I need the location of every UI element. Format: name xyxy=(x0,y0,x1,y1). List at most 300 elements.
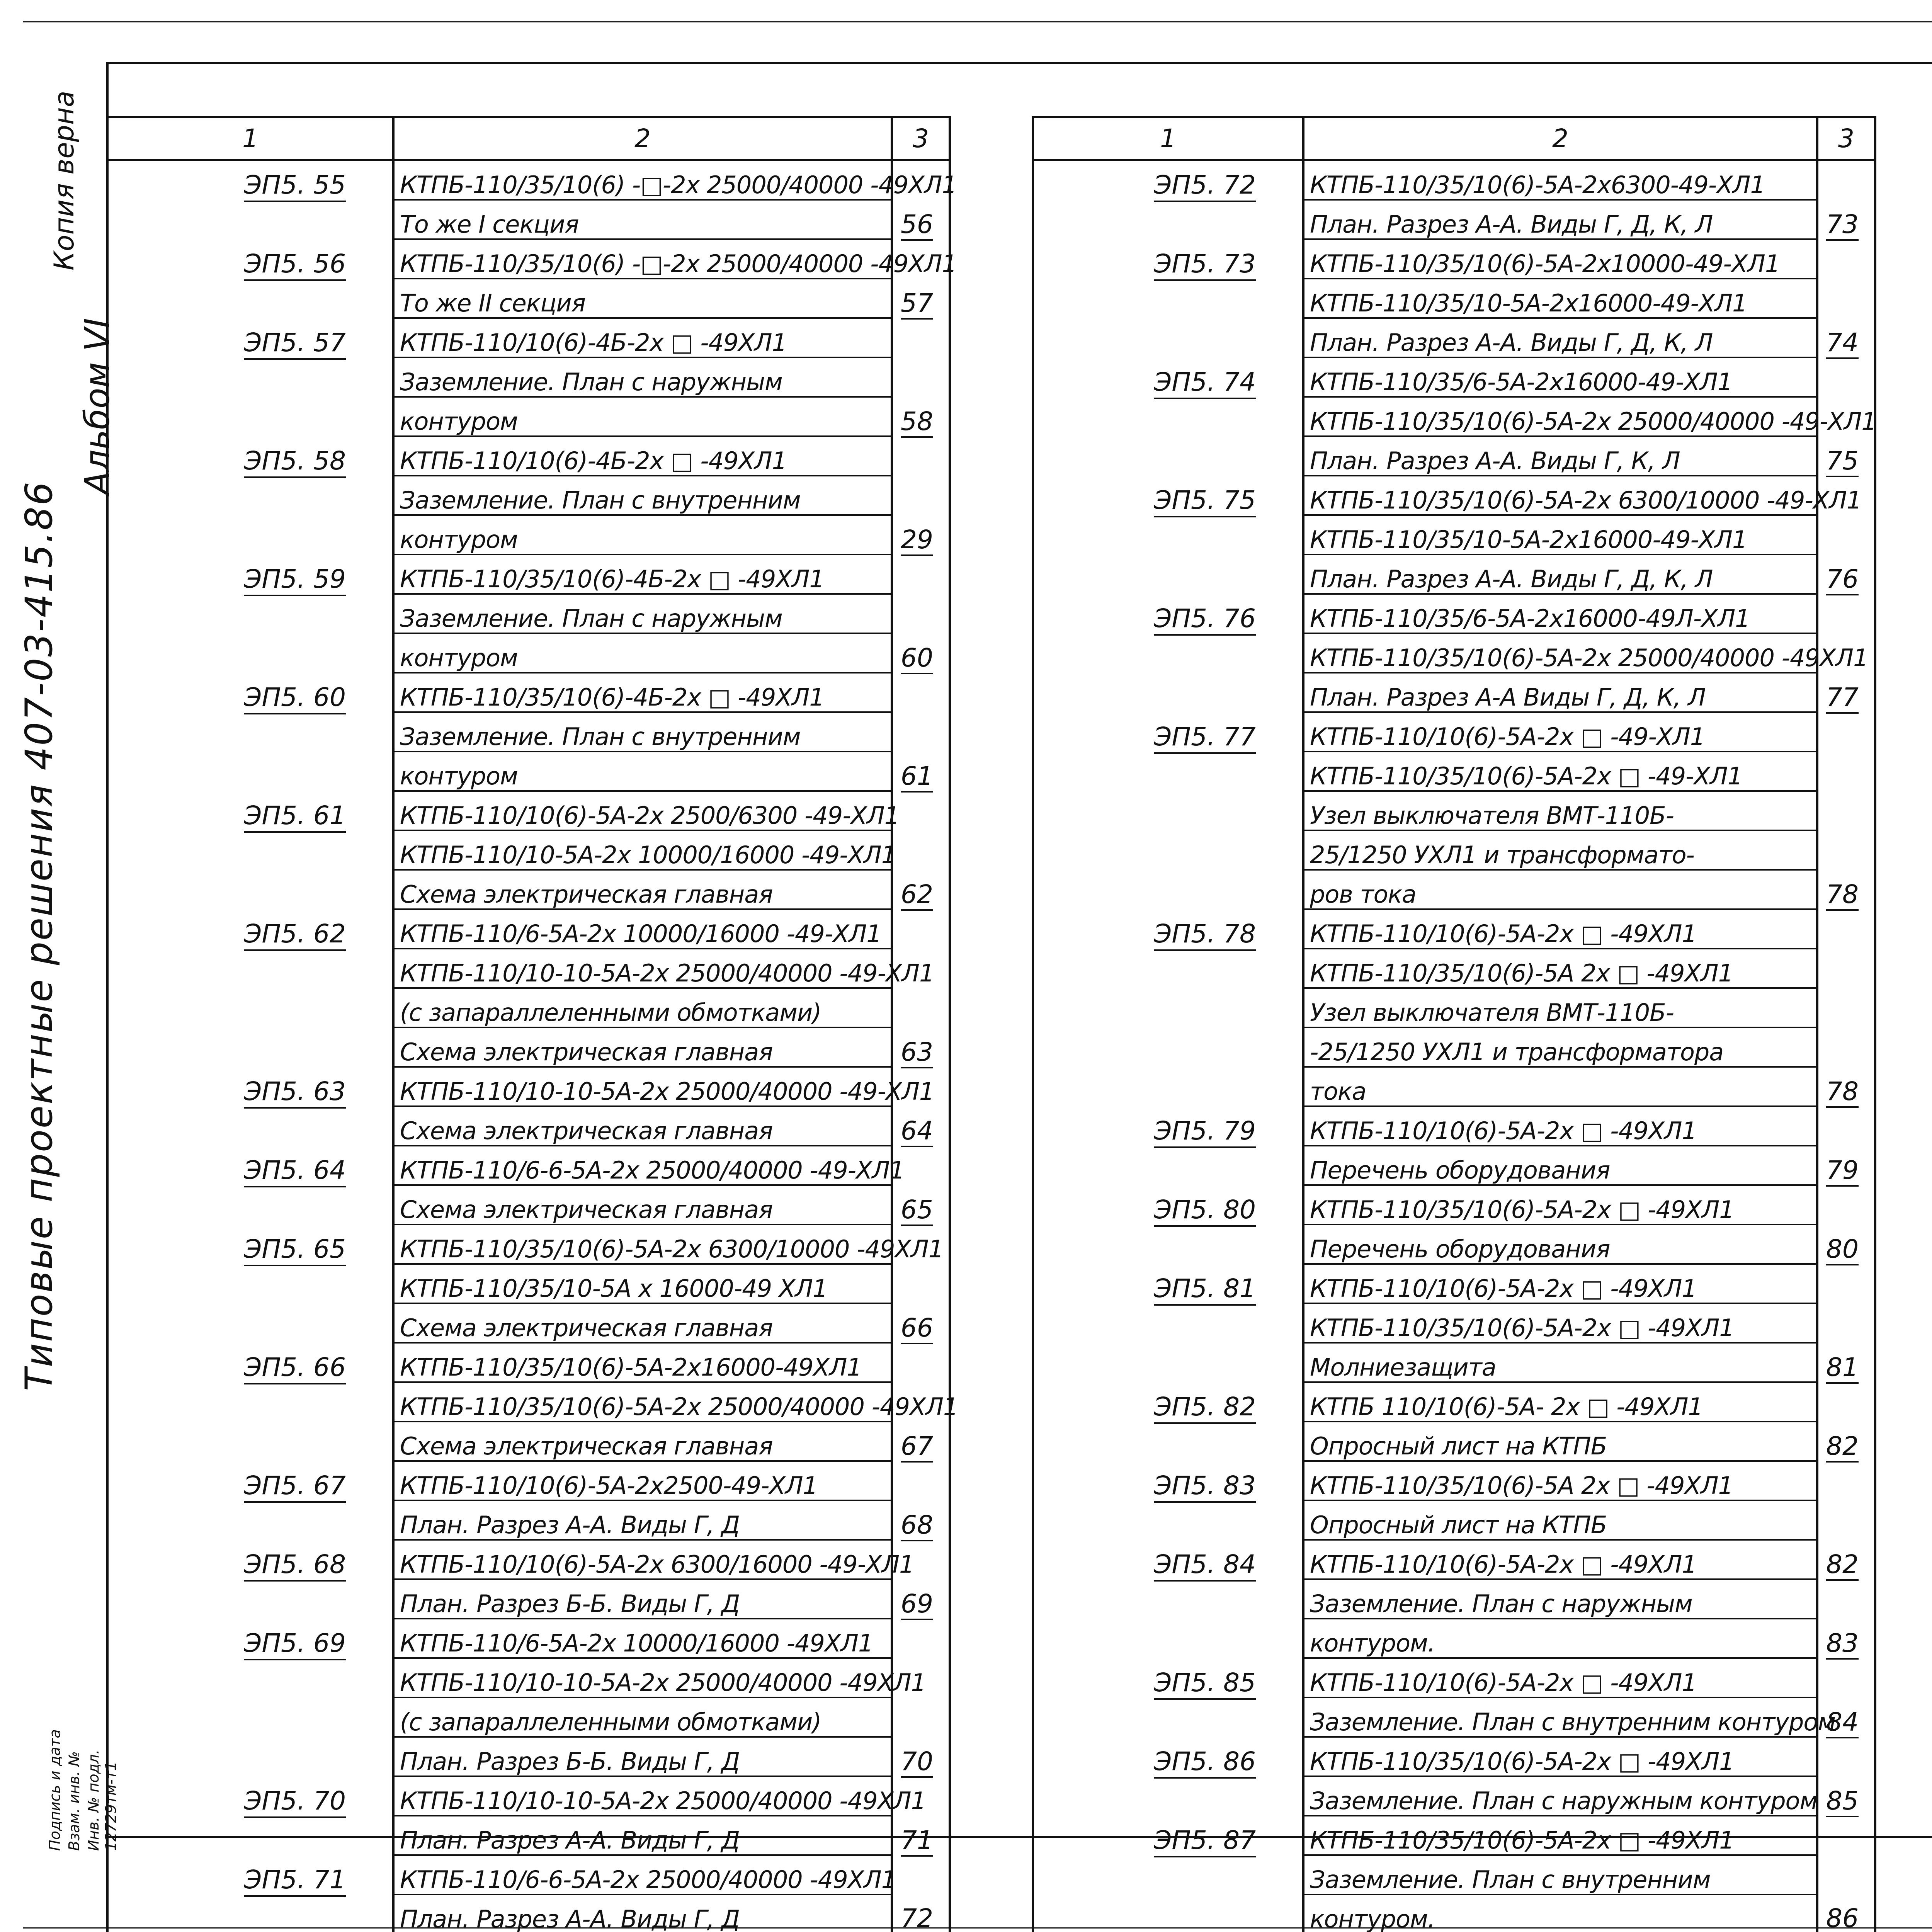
row-page-cell xyxy=(1817,1264,1875,1303)
row-code-cell xyxy=(107,279,393,318)
row-code-cell xyxy=(107,1895,393,1932)
row-code-cell xyxy=(107,830,393,870)
row-code-cell xyxy=(1033,1461,1303,1500)
header-col-2: 2 xyxy=(1303,117,1817,160)
row-description: Схема электрическая главная xyxy=(400,1432,773,1460)
row-page: 63 xyxy=(901,1037,933,1068)
table-row xyxy=(1033,1540,1875,1579)
row-code: ЭП5. 65 xyxy=(244,1234,346,1266)
table-row xyxy=(1033,673,1875,712)
row-page: 75 xyxy=(1826,446,1859,477)
row-page-cell xyxy=(1817,318,1875,357)
table-row xyxy=(1033,1816,1875,1855)
row-code-cell xyxy=(1033,239,1303,279)
row-code-cell xyxy=(1033,1146,1303,1185)
table-row xyxy=(107,752,950,791)
row-code-cell xyxy=(107,1855,393,1895)
row-page-cell xyxy=(1817,1619,1875,1658)
row-description: тока xyxy=(1310,1077,1366,1105)
row-description: ров тока xyxy=(1310,880,1417,908)
row-description-cell xyxy=(1303,830,1817,870)
row-description-cell xyxy=(393,673,892,712)
row-page-cell xyxy=(1817,239,1875,279)
row-description-cell xyxy=(1303,1697,1836,1737)
row-description-cell xyxy=(1303,1855,1817,1895)
series-title: Типовые проектные решения 407-03-415.86 xyxy=(17,481,61,1391)
row-code-cell xyxy=(107,554,393,594)
table-row xyxy=(1033,239,1875,279)
row-description-cell xyxy=(393,1106,892,1146)
row-code-cell xyxy=(107,1737,393,1776)
table-row xyxy=(1033,1697,1875,1737)
row-description: контуром xyxy=(400,407,518,435)
row-description: Заземление. План с наружным контуром xyxy=(1310,1787,1818,1815)
row-description-cell xyxy=(1303,1382,1817,1422)
row-description: Перечень оборудования xyxy=(1310,1235,1610,1263)
row-page: 64 xyxy=(901,1116,933,1147)
row-code-cell xyxy=(1033,554,1303,594)
table-row xyxy=(1033,554,1875,594)
row-page: 58 xyxy=(901,406,933,438)
row-description-cell xyxy=(393,1264,892,1303)
table-row xyxy=(1033,870,1875,909)
row-page: 66 xyxy=(901,1313,933,1344)
row-code-cell xyxy=(107,436,393,476)
row-code-cell xyxy=(1033,1185,1303,1225)
row-code-cell xyxy=(1033,1422,1303,1461)
row-description: Заземление. План с внутренним контуром xyxy=(1310,1708,1836,1736)
table-row xyxy=(1033,949,1875,988)
row-code: ЭП5. 56 xyxy=(244,249,346,281)
row-code: ЭП5. 61 xyxy=(244,801,346,833)
row-code: ЭП5. 57 xyxy=(244,328,346,360)
row-description: КТПБ-110/10(6)-5А-2х □ -49ХЛ1 xyxy=(1310,1668,1697,1697)
row-page: 85 xyxy=(1826,1786,1859,1817)
row-code-cell xyxy=(107,673,393,712)
table-row xyxy=(107,1461,950,1500)
row-description: Перечень оборудования xyxy=(1310,1156,1610,1184)
row-page: 78 xyxy=(1826,879,1859,911)
row-code-cell xyxy=(107,633,393,673)
row-page-cell xyxy=(892,279,950,318)
row-page-cell xyxy=(892,1461,950,1500)
row-description: КТПБ-110/35/10(6)-5А-2х10000-49-ХЛ1 xyxy=(1310,250,1780,278)
table-row xyxy=(107,1540,950,1579)
row-code-cell xyxy=(1033,476,1303,515)
table-row xyxy=(107,200,950,239)
table-row xyxy=(1033,791,1875,830)
row-code-cell xyxy=(107,909,393,949)
row-description: КТПБ-110/6-6-5А-2х 25000/40000 -49-ХЛ1 xyxy=(400,1156,905,1184)
row-code-cell xyxy=(107,791,393,830)
row-code-cell xyxy=(107,1579,393,1619)
row-page-cell xyxy=(1817,200,1875,239)
row-description: КТПБ-110/10(6)-5А-2х □ -49ХЛ1 xyxy=(1310,920,1697,948)
row-page-cell xyxy=(1817,279,1875,318)
row-description-cell xyxy=(1303,633,1868,673)
row-page: 61 xyxy=(901,761,933,793)
row-description: КТПБ-110/10-10-5А-2х 25000/40000 -49-ХЛ1 xyxy=(400,1077,934,1105)
row-code-cell xyxy=(107,1343,393,1382)
row-page-cell xyxy=(892,1816,950,1855)
row-description: КТПБ-110/35/10(6) -□-2х 25000/40000 -49ХЛ1 xyxy=(400,250,957,278)
table-row xyxy=(107,1027,950,1067)
row-description-cell xyxy=(1303,1225,1817,1264)
row-code: ЭП5. 71 xyxy=(244,1865,346,1897)
row-page-cell xyxy=(892,1185,950,1225)
row-page: 69 xyxy=(901,1589,933,1620)
table-row xyxy=(1033,1737,1875,1776)
row-description: 25/1250 УХЛ1 и трансформато- xyxy=(1310,841,1694,869)
row-code-cell xyxy=(1033,1895,1303,1932)
row-code-cell xyxy=(107,988,393,1027)
row-description-cell xyxy=(1303,1737,1817,1776)
row-description-cell xyxy=(1303,1264,1817,1303)
row-code-cell xyxy=(1033,1619,1303,1658)
row-description-cell xyxy=(1303,1895,1817,1932)
row-page: 79 xyxy=(1826,1155,1859,1187)
table-row xyxy=(107,594,950,633)
row-description-cell xyxy=(1303,594,1817,633)
row-code-cell xyxy=(1033,357,1303,397)
row-description: Схема электрическая главная xyxy=(400,880,773,908)
row-page-cell xyxy=(1817,554,1875,594)
row-code-cell xyxy=(107,1776,393,1816)
row-description-cell xyxy=(393,1225,944,1264)
row-code-cell xyxy=(1033,200,1303,239)
row-page: 56 xyxy=(901,209,933,241)
row-page-cell xyxy=(1817,909,1875,949)
row-code-cell xyxy=(107,1225,393,1264)
row-description-cell xyxy=(393,476,892,515)
row-description: План. Разрез А-А. Виды Г, Д xyxy=(400,1905,740,1932)
row-code: ЭП5. 76 xyxy=(1154,604,1256,636)
table-row xyxy=(107,673,950,712)
row-code-cell xyxy=(107,1816,393,1855)
row-description: Заземление. План с внутренним xyxy=(400,723,801,751)
table-row xyxy=(1033,1619,1875,1658)
row-description-cell xyxy=(1303,279,1817,318)
row-page-cell xyxy=(892,436,950,476)
row-page: 77 xyxy=(1826,682,1859,714)
row-description-cell xyxy=(393,357,892,397)
row-description: КТПБ-110/10(6)-5А-2х □ -49-ХЛ1 xyxy=(1310,723,1705,751)
table-row xyxy=(1033,1027,1875,1067)
row-page: 76 xyxy=(1826,564,1859,595)
table-row xyxy=(107,1500,950,1540)
side-note-number: 12729тм-т1 xyxy=(102,1761,119,1851)
table-row xyxy=(1033,1303,1875,1343)
table-row xyxy=(1033,594,1875,633)
row-code: ЭП5. 79 xyxy=(1154,1116,1256,1148)
header-col-3: 3 xyxy=(892,117,950,160)
row-page-cell xyxy=(892,476,950,515)
row-description-cell xyxy=(1303,515,1817,554)
row-code-cell xyxy=(1033,830,1303,870)
row-page-cell xyxy=(1817,160,1875,200)
table-row xyxy=(107,1382,950,1422)
row-description-cell xyxy=(393,515,892,554)
row-code-cell xyxy=(1033,712,1303,752)
row-code-cell xyxy=(1033,1776,1303,1816)
row-description: План. Разрез Б-Б. Виды Г, Д xyxy=(400,1747,740,1776)
row-page: 74 xyxy=(1826,328,1859,359)
table-row xyxy=(107,554,950,594)
row-page: 86 xyxy=(1826,1903,1859,1932)
row-description: Схема электрическая главная xyxy=(400,1314,773,1342)
row-code-cell xyxy=(107,949,393,988)
table-row xyxy=(107,1225,950,1264)
row-page-cell xyxy=(1817,1658,1875,1697)
row-page-cell xyxy=(1817,1540,1875,1579)
table-row xyxy=(107,436,950,476)
row-page-cell xyxy=(1817,988,1875,1027)
row-description-cell xyxy=(1303,436,1817,476)
row-code-cell xyxy=(1033,160,1303,200)
table-row xyxy=(107,1737,950,1776)
table-row xyxy=(1033,712,1875,752)
row-page-cell xyxy=(1817,1737,1875,1776)
row-page-cell xyxy=(892,1579,950,1619)
row-code-cell xyxy=(1033,1303,1303,1343)
row-page: 78 xyxy=(1826,1077,1859,1108)
row-code: ЭП5. 82 xyxy=(1154,1392,1256,1424)
row-code-cell xyxy=(1033,1264,1303,1303)
table-row xyxy=(1033,357,1875,397)
row-code-cell xyxy=(107,1500,393,1540)
table-row xyxy=(1033,988,1875,1027)
table-row xyxy=(107,712,950,752)
row-description-cell xyxy=(1303,988,1817,1027)
row-description: КТПБ-110/35/10(6)-5А-2х6300-49-ХЛ1 xyxy=(1310,171,1765,199)
row-description: План. Разрез Б-Б. Виды Г, Д xyxy=(400,1590,740,1618)
row-code: ЭП5. 64 xyxy=(244,1155,346,1187)
row-description: Заземление. План с внутренним xyxy=(1310,1866,1711,1894)
row-description-cell xyxy=(393,1855,896,1895)
row-description: КТПБ-110/35/10(6) -□-2х 25000/40000 -49ХЛ1 xyxy=(400,171,957,199)
table-row xyxy=(1033,436,1875,476)
table-row xyxy=(107,870,950,909)
row-description: КТПБ-110/6-5А-2х 10000/16000 -49ХЛ1 xyxy=(400,1629,873,1657)
row-description-cell xyxy=(1303,1540,1817,1579)
row-description-cell xyxy=(1303,1422,1817,1461)
row-page-cell xyxy=(892,830,950,870)
table-row xyxy=(1033,1382,1875,1422)
row-page-cell xyxy=(892,712,950,752)
row-description: План. Разрез А-А. Виды Г, Д, К, Л xyxy=(1310,210,1713,238)
row-page-cell xyxy=(1817,870,1875,909)
table-row xyxy=(107,791,950,830)
row-description: КТПБ-110/35/6-5А-2х16000-49Л-ХЛ1 xyxy=(1310,604,1750,633)
row-page-cell xyxy=(892,397,950,436)
table-row xyxy=(1033,1185,1875,1225)
row-description-cell xyxy=(1303,752,1817,791)
row-description: КТПБ-110/10-10-5А-2х 25000/40000 -49ХЛ1 xyxy=(400,1787,926,1815)
row-description: КТПБ-110/10(6)-5А-2х2500-49-ХЛ1 xyxy=(400,1471,818,1500)
row-description: КТПБ-110/35/10(6)-5А 2х □ -49ХЛ1 xyxy=(1310,1471,1733,1500)
row-description: КТПБ-110/35/10(6)-5А-2х □ -49ХЛ1 xyxy=(1310,1747,1734,1776)
row-page: 60 xyxy=(901,643,933,674)
row-code-cell xyxy=(1033,791,1303,830)
row-description: План. Разрез А-А. Виды Г, Д, К, Л xyxy=(1310,328,1713,357)
row-page-cell xyxy=(892,200,950,239)
row-code-cell xyxy=(1033,1737,1303,1776)
row-page-cell xyxy=(1817,1855,1875,1895)
row-code-cell xyxy=(107,1027,393,1067)
row-code: ЭП5. 60 xyxy=(244,682,346,714)
row-code: ЭП5. 58 xyxy=(244,446,346,478)
side-note-replace: Взам. инв. № xyxy=(66,1751,83,1851)
table-row xyxy=(107,279,950,318)
row-code-cell xyxy=(1033,436,1303,476)
row-description-cell xyxy=(1303,1027,1817,1067)
row-description: План. Разрез А-А Виды Г, Д, К, Л xyxy=(1310,683,1706,711)
table-row xyxy=(1033,318,1875,357)
row-description: контуром. xyxy=(1310,1629,1435,1657)
side-stamp xyxy=(12,1729,119,1855)
table-row xyxy=(107,1185,950,1225)
row-description-cell xyxy=(1303,1579,1817,1619)
table-row xyxy=(107,515,950,554)
row-description-cell xyxy=(393,1895,892,1932)
row-page-cell xyxy=(1817,673,1875,712)
row-code-cell xyxy=(1033,515,1303,554)
row-code-cell xyxy=(1033,1382,1303,1422)
row-description-cell xyxy=(393,1185,892,1225)
row-description-cell xyxy=(393,830,896,870)
row-code-cell xyxy=(107,239,393,279)
row-description-cell xyxy=(393,1303,892,1343)
row-code-cell xyxy=(107,752,393,791)
table-row xyxy=(107,476,950,515)
table-row xyxy=(107,830,950,870)
row-code-cell xyxy=(107,318,393,357)
row-description-cell xyxy=(393,752,892,791)
row-description-cell xyxy=(393,554,892,594)
row-code-cell xyxy=(107,1540,393,1579)
row-code: ЭП5. 77 xyxy=(1154,722,1256,754)
header-col-2: 2 xyxy=(393,117,892,160)
row-page-cell xyxy=(1817,1461,1875,1500)
row-page-cell xyxy=(892,1264,950,1303)
row-description: КТПБ-110/35/10(6)-5А 2х □ -49ХЛ1 xyxy=(1310,959,1733,987)
table-row xyxy=(1033,752,1875,791)
row-page-cell xyxy=(892,594,950,633)
row-code: ЭП5. 85 xyxy=(1154,1668,1256,1700)
row-description: КТПБ-110/35/10(6)-5А-2х 25000/40000 -49ХЛ1 xyxy=(1310,644,1868,672)
row-code: ЭП5. 75 xyxy=(1154,485,1256,517)
row-page-cell xyxy=(1817,1776,1875,1816)
row-code: ЭП5. 84 xyxy=(1154,1549,1256,1582)
row-page: 83 xyxy=(1826,1628,1859,1660)
row-description-cell xyxy=(1303,1461,1817,1500)
row-page: 65 xyxy=(901,1195,933,1226)
row-description: КТПБ-110/35/10-5А-2х16000-49-ХЛ1 xyxy=(1310,289,1747,317)
table-row xyxy=(1033,160,1875,200)
row-description-cell xyxy=(393,239,957,279)
row-page-cell xyxy=(892,554,950,594)
row-page-cell xyxy=(892,357,950,397)
row-code: ЭП5. 74 xyxy=(1154,367,1256,399)
row-code: ЭП5. 63 xyxy=(244,1077,346,1109)
table-row xyxy=(107,1422,950,1461)
row-description-cell xyxy=(1303,1619,1817,1658)
row-page-cell xyxy=(1817,1106,1875,1146)
row-code-cell xyxy=(107,712,393,752)
row-page-cell xyxy=(892,1027,950,1067)
row-description: контуром xyxy=(400,762,518,790)
row-page: 80 xyxy=(1826,1234,1859,1265)
row-description: План. Разрез А-А. Виды Г, Д xyxy=(400,1826,740,1854)
row-description-cell xyxy=(1303,791,1817,830)
row-description-cell xyxy=(393,1658,926,1697)
row-page: 71 xyxy=(901,1825,933,1857)
row-description-cell xyxy=(393,1737,892,1776)
row-description: План. Разрез А-А. Виды Г, Д xyxy=(400,1511,740,1539)
row-description-cell xyxy=(1303,200,1817,239)
table-row xyxy=(107,633,950,673)
table-row xyxy=(1033,200,1875,239)
row-description: КТПБ-110/35/10(6)-5А-2х 25000/40000 -49ХЛ1 xyxy=(400,1393,958,1421)
row-code-cell xyxy=(107,1264,393,1303)
row-description-cell xyxy=(393,1027,892,1067)
row-code-cell xyxy=(107,1106,393,1146)
row-code: ЭП5. 80 xyxy=(1154,1195,1256,1227)
row-page-cell xyxy=(1817,1382,1875,1422)
table-row xyxy=(1033,1658,1875,1697)
table-row xyxy=(1033,1106,1875,1146)
row-code-cell xyxy=(107,1422,393,1461)
table-row xyxy=(1033,1225,1875,1264)
header-col-1: 1 xyxy=(1033,117,1303,160)
row-description-cell xyxy=(1303,673,1817,712)
row-description-cell xyxy=(393,1343,892,1382)
row-description-cell xyxy=(1303,239,1817,279)
row-code: ЭП5. 69 xyxy=(244,1628,346,1660)
row-page: 84 xyxy=(1826,1707,1859,1738)
row-code: ЭП5. 67 xyxy=(244,1471,346,1503)
row-page-cell xyxy=(892,1422,950,1461)
row-page-cell xyxy=(892,1697,950,1737)
row-description-cell xyxy=(1303,909,1817,949)
row-page: 68 xyxy=(901,1510,933,1541)
table-row xyxy=(107,1697,950,1737)
row-description: (с запараллеленными обмотками) xyxy=(400,1708,821,1736)
table-row xyxy=(1033,1264,1875,1303)
row-description: КТПБ-110/10(6)-5А-2х 2500/6300 -49-ХЛ1 xyxy=(400,801,900,830)
row-description-cell xyxy=(393,949,934,988)
row-code-cell xyxy=(1033,1343,1303,1382)
row-description: Опросный лист на КТПБ xyxy=(1310,1432,1607,1460)
table-row xyxy=(1033,397,1875,436)
row-page-cell xyxy=(1817,1067,1875,1106)
row-description-cell xyxy=(1303,476,1862,515)
row-page: 82 xyxy=(1826,1431,1859,1463)
row-description: Заземление. План с наружным xyxy=(400,368,782,396)
table-header-row xyxy=(1033,117,1875,160)
row-description: КТПБ-110/35/10(6)-5А-2х □ -49ХЛ1 xyxy=(1310,1196,1734,1224)
table-row xyxy=(1033,1895,1875,1932)
row-description-cell xyxy=(1303,318,1817,357)
row-description: КТПБ-110/10(6)-5А-2х 6300/16000 -49-ХЛ1 xyxy=(400,1550,914,1578)
row-description-cell xyxy=(1303,1303,1817,1343)
row-code-cell xyxy=(1033,949,1303,988)
right-index-table xyxy=(1032,116,1876,1932)
row-code-cell xyxy=(1033,1500,1303,1540)
row-description: Узел выключателя ВМТ-110Б- xyxy=(1310,801,1674,830)
table-row xyxy=(107,909,950,949)
row-code: ЭП5. 73 xyxy=(1154,249,1256,281)
